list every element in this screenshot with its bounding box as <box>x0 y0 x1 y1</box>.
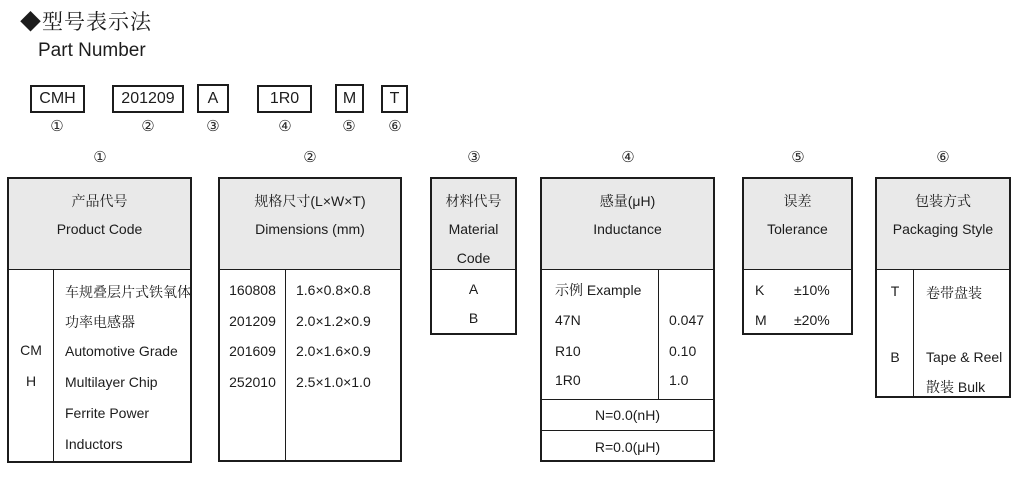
inductance-table <box>540 177 715 462</box>
dimensions-header-en: Dimensions (mm) <box>255 221 365 237</box>
product-code-desc-line: Inductors <box>65 436 123 452</box>
material-code: A <box>468 281 479 297</box>
part-segment-box-product-code: CMH <box>30 85 85 113</box>
packaging-desc-en: Tape & Reel <box>926 349 1003 365</box>
segment-marker-1: ① <box>50 118 64 135</box>
segment-marker-2: ② <box>141 118 155 135</box>
packaging-divider <box>913 270 914 396</box>
segment-marker-4: ④ <box>278 118 292 135</box>
material-header-en2: Code <box>456 250 491 266</box>
page-title-cn: ◆型号表示法 <box>20 11 152 34</box>
dimensions-code: 201609 <box>229 343 276 359</box>
product-code-divider <box>53 270 54 461</box>
inductance-divider <box>658 270 659 399</box>
inductance-example-label: 示例 Example <box>555 282 642 298</box>
dimensions-size: 1.6×0.8×0.8 <box>296 282 371 298</box>
segment-marker-6: ⑥ <box>388 118 402 135</box>
part-segment-box-material: A <box>197 84 229 113</box>
table-marker-packaging: ⑥ <box>936 149 950 166</box>
tolerance-table <box>742 177 853 335</box>
product-code-desc-line: Ferrite Power <box>65 405 150 421</box>
product-code-value-line2: H <box>25 373 37 389</box>
dimensions-table <box>218 177 402 462</box>
dimensions-divider <box>285 270 286 460</box>
dimensions-size: 2.0×1.6×0.9 <box>296 343 371 359</box>
tolerance-value: ±20% <box>794 312 830 328</box>
inductance-note-r: R=0.0(μH) <box>594 439 661 455</box>
packaging-desc-cn2: 散装 Bulk <box>926 379 986 395</box>
packaging-desc-cn1: 卷带盘装 <box>926 285 982 301</box>
product-code-table <box>7 177 192 463</box>
segment-marker-3: ③ <box>206 118 220 135</box>
product-code-desc-line: Automotive Grade <box>65 343 178 359</box>
inductance-header-en: Inductance <box>593 221 662 237</box>
product-code-desc-line: 功率电感器 <box>65 314 135 330</box>
material-header-en1: Material <box>448 221 499 237</box>
page-title-en: Part Number <box>38 40 146 61</box>
tolerance-header-en: Tolerance <box>767 221 828 237</box>
table-marker-dimensions: ② <box>303 149 317 166</box>
inductance-code: 1R0 <box>555 372 581 388</box>
packaging-code: T <box>890 283 900 299</box>
inductance-rule-2 <box>542 430 713 431</box>
part-segment-box-dimensions: 201209 <box>112 85 184 113</box>
table-marker-material: ③ <box>467 149 481 166</box>
dimensions-code: 252010 <box>229 374 276 390</box>
tolerance-header-cn: 误差 <box>783 193 812 209</box>
product-code-header-en: Product Code <box>56 221 143 237</box>
inductance-value: 1.0 <box>669 372 689 388</box>
segment-marker-5: ⑤ <box>342 118 356 135</box>
product-code-desc-line: 车规叠层片式铁氧体 <box>65 284 191 300</box>
dimensions-header-cn: 规格尺寸(L×W×T) <box>254 193 366 209</box>
part-segment-box-inductance: 1R0 <box>257 85 312 113</box>
dimensions-code: 201209 <box>229 313 276 329</box>
inductance-note-n: N=0.0(nH) <box>595 407 660 423</box>
product-code-desc-line: Multilayer Chip <box>65 374 158 390</box>
inductance-value: 0.10 <box>669 343 697 359</box>
inductance-header-cn: 感量(μH) <box>599 193 656 209</box>
product-code-header-cn: 产品代号 <box>71 193 128 209</box>
tolerance-value: ±10% <box>794 282 830 298</box>
packaging-header-en: Packaging Style <box>892 221 994 237</box>
part-segment-box-tolerance: M <box>335 84 364 113</box>
inductance-code: 47N <box>555 312 581 328</box>
packaging-header-cn: 包装方式 <box>915 193 971 209</box>
inductance-rule-1 <box>542 399 713 400</box>
tolerance-code: K <box>755 282 765 298</box>
inductance-value: 0.047 <box>669 312 705 328</box>
table-marker-inductance: ④ <box>621 149 635 166</box>
dimensions-size: 2.0×1.2×0.9 <box>296 313 371 329</box>
material-code: B <box>468 310 479 326</box>
part-segment-box-packaging: T <box>381 85 408 113</box>
material-table <box>430 177 517 335</box>
packaging-code: B <box>890 349 900 365</box>
inductance-code: R10 <box>555 343 581 359</box>
material-header-cn: 材料代号 <box>445 193 502 209</box>
dimensions-size: 2.5×1.0×1.0 <box>296 374 371 390</box>
table-marker-product-code: ① <box>93 149 107 166</box>
table-marker-tolerance: ⑤ <box>791 149 805 166</box>
packaging-table <box>875 177 1011 398</box>
tolerance-code: M <box>755 312 767 328</box>
product-code-value-line1: CM <box>20 342 42 358</box>
dimensions-code: 160808 <box>229 282 276 298</box>
